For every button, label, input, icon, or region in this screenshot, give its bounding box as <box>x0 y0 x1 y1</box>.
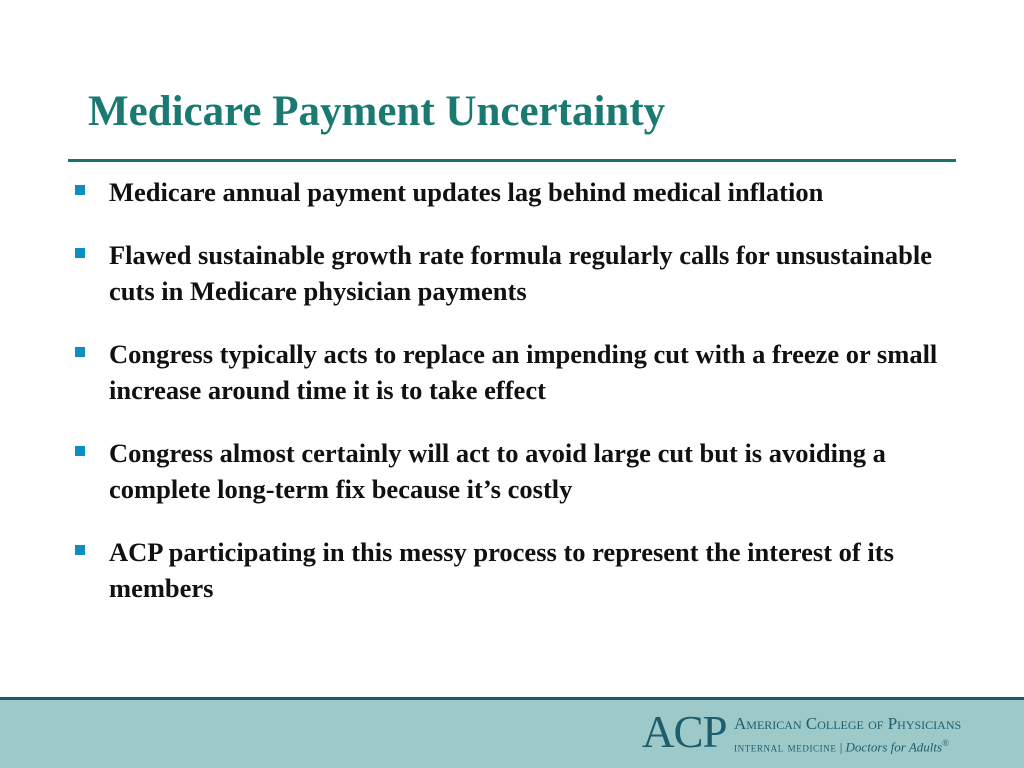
square-bullet-icon <box>75 185 85 195</box>
square-bullet-icon <box>75 347 85 357</box>
square-bullet-icon <box>75 248 85 258</box>
square-bullet-icon <box>75 545 85 555</box>
bullet-item <box>70 174 950 210</box>
bullet-item <box>70 336 950 408</box>
registered-mark: ® <box>942 738 949 748</box>
bullet-text: Congress almost certainly will act to avoid large cut but is avoiding a complete long-term fix because it’s costly <box>109 438 886 504</box>
logo-tagline-internal-medicine: internal medicine <box>734 739 837 755</box>
title-divider <box>68 159 956 162</box>
bullet-text: ACP participating in this messy process to represent the interest of its members <box>109 537 894 603</box>
slide-title: Medicare Payment Uncertainty <box>88 88 666 135</box>
bullet-text: Flawed sustainable growth rate formula regularly calls for unsustainable cuts in Medicare physician payments <box>109 240 932 306</box>
logo-tagline-doctors-for-adults: Doctors for Adults <box>845 739 943 755</box>
logo-tagline-separator: | <box>836 739 846 755</box>
bullet-text: Congress typically acts to replace an impending cut with a freeze or small increase around time it is to take effect <box>109 339 938 405</box>
logo-organization-name: American College of Physicians <box>734 714 962 733</box>
bullet-text: Medicare annual payment updates lag behind medical inflation <box>109 177 824 207</box>
footer-band <box>0 700 1024 768</box>
bullet-list <box>70 174 950 633</box>
logo-acp-mark: ACP <box>642 707 727 757</box>
bullet-item <box>70 237 950 309</box>
bullet-item <box>70 435 950 507</box>
square-bullet-icon <box>75 446 85 456</box>
logo-tagline <box>734 735 949 755</box>
bullet-item <box>70 534 950 606</box>
